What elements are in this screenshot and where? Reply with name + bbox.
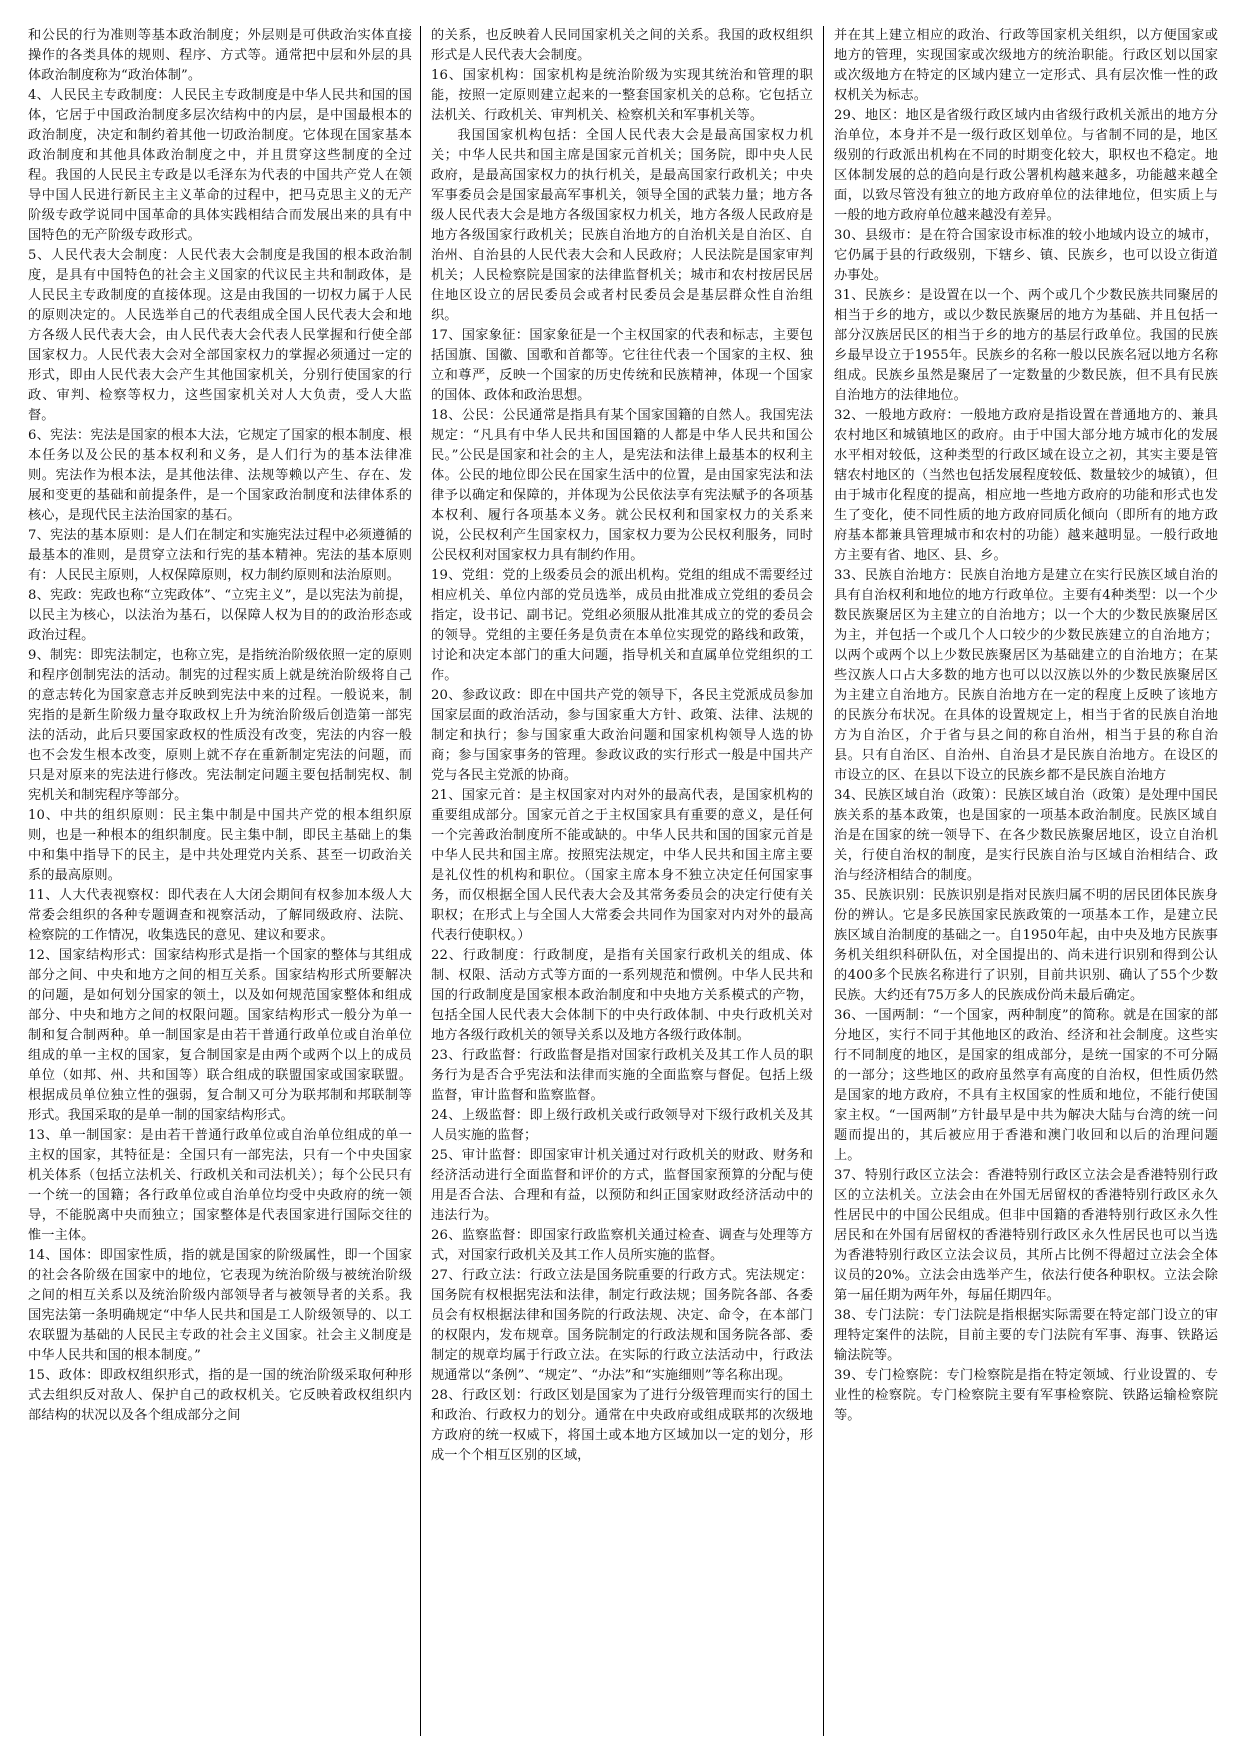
paragraph: 39、专门检察院：专门检察院是指在特定领域、行业设置的、专业性的检察院。专门检察院主要有军事检察院、铁路运输检察院等。 <box>834 1368 1218 1423</box>
paragraph: 10、中共的组织原则：民主集中制是中国共产党的根本组织原则，也是一种根本的组织制度。民主集中制，即民主基础上的集中和集中指导下的民主，是中共处理党内关系、甚至一切政治关系的最高原则。 <box>28 808 412 883</box>
text-column-middle <box>420 26 824 1736</box>
paragraph: 22、行政制度：行政制度，是指有关国家行政机关的组成、体制、权限、活动方式等方面的一系列规范和惯例。中华人民共和国的行政制度是国家根本政治制度和中央地方关系模式的产物，包括全国人民代表大会体制下的中央行政体制、中央行政机关对地方各级行政机关的领导关系以及地方各级行政体制。 <box>431 948 813 1043</box>
paragraph: 14、国体：即国家性质，指的就是国家的阶级属性，即一个国家的社会各阶级在国家中的地位，它表现为统治阶级与被统治阶级之间的相互关系以及统治阶级内部领导者与被领导者的关系。我国宪法第一条明确规定“中华人民共和国是工人阶级领导的、以工农联盟为基础的人民民主专政的社会主义国家。社会主义制度是中华人民共和国的根本制度。” <box>28 1248 412 1363</box>
text-column-right <box>824 26 1218 1736</box>
paragraph: 我国国家机构包括：全国人民代表大会是最高国家权力机关；中华人民共和国主席是国家元首机关；国务院，即中央人民政府，是最高国家权力的执行机关，是最高国家行政机关；中央军事委员会是国家最高军事机关，领导全国的武装力量；地方各级人民代表大会是地方各级国家权力机关，地方各级人民政府是地方各级国家行政机关；民族自治地方的自治机关是自治区、自治州、自治县的人民代表大会和人民政府；人民法院是国家审判机关；人民检察院是国家的法律监督机关；城市和农村按居民居住地区设立的居民委员会或者村民委员会是基层群众性自治组织。 <box>431 128 813 323</box>
paragraph: 25、审计监督：即国家审计机关通过对行政机关的财政、财务和经济活动进行全面监督和评价的方式，监督国家预算的分配与使用是否合法、合理和有益，以预防和纠正国家财政经济活动中的违法行为。 <box>431 1148 813 1223</box>
paragraph: 31、民族乡：是设置在以一个、两个或几个少数民族共同聚居的相当于乡的地方，或以少数民族聚居的地方为基础、并且包括一部分汉族居民区的相当于乡的地方的基层行政单位。我国的民族乡最早设立于1955年。民族乡的名称一般以民族名冠以地方名称组成。民族乡虽然是聚居了一定数量的少数民族，但不具有民族自治地方的法律地位。 <box>834 288 1218 403</box>
paragraph: 12、国家结构形式：国家结构形式是指一个国家的整体与其组成部分之间、中央和地方之间的相互关系。国家结构形式所要解决的问题，是如何划分国家的领土，以及如何规范国家整体和组成部分、中央和地方之间的权限问题。国家结构形式一般分为单一制和复合制两种。单一制国家是由若干普通行政单位或自治单位组成的单一主权的国家，复合制国家是由两个或两个以上的成员单位（如邦、州、共和国等）联合组成的联盟国家或国家联盟。根据成员单位独立性的强弱，复合制又可分为联邦制和邦联制等形式。我国采取的是单一制的国家结构形式。 <box>28 948 412 1123</box>
paragraph: 34、民族区域自治（政策）：民族区域自治（政策）是处理中国民族关系的基本政策，也是国家的一项基本政治制度。民族区域自治是在国家的统一领导下、在各少数民族聚居地区，设立自治机关，行使自治权的制度，是实行民族自治与区域自治相结合、政治与经济相结合的制度。 <box>834 788 1218 883</box>
text-column-left <box>28 26 420 1736</box>
paragraph: 32、一般地方政府：一般地方政府是指设置在普通地方的、兼具农村地区和城镇地区的政府。由于中国大部分地方城市化的发展水平相对较低，这种类型的行政区域在设立之初，其实主要是管辖农村地区的（当然也包括发展程度较低、数量较少的城镇），但由于城市化程度的提高，相应地一些地方政府的功能和形式也发生了变化，使不同性质的地方政府同质化倾向（即所有的地方政府基本都兼具管理城市和农村的功能）越来越明显。一般行政地方主要有省、地区、县、乡。 <box>834 408 1218 563</box>
paragraph: 9、制宪：即宪法制定，也称立宪，是指统治阶级依照一定的原则和程序创制宪法的活动。制宪的过程实质上就是统治阶级将自己的意志转化为国家意志并反映到宪法中来的过程。一般说来，制宪指的是新生阶级力量夺取政权上升为统治阶级后创造第一部宪法的活动，此后只要国家政权的性质没有改变，宪法的内容一般也不会发生根本改变，原则上就不存在重新制定宪法的问题，而只是对原来的宪法进行修改。宪法制定问题主要包括制宪权、制宪机关和制宪程序等部分。 <box>28 648 412 803</box>
paragraph: 38、专门法院：专门法院是指根据实际需要在特定部门设立的审理特定案件的法院，目前主要的专门法院有军事、海事、铁路运输法院等。 <box>834 1308 1218 1363</box>
paragraph: 33、民族自治地方：民族自治地方是建立在实行民族区域自治的具有自治权利和地位的地方行政单位。主要有4种类型：以一个少数民族聚居区为主建立的自治地方；以一个大的少数民族聚居区为主，并包括一个或几个人口较少的少数民族建立的自治地方；以两个或两个以上少数民族聚居区为基础建立的自治地方；在某些汉族人口占大多数的地方也可以以汉族以外的少数民族聚居区为主建立自治地方。民族自治地方在一定的程度上反映了该地方的民族分布状况。在具体的设置规定上，相当于省的民族自治地方为自治区，介于省与县之间的称自治州，相当于县的称自治县。只有自治区、自治州、自治县才是民族自治地方。在设区的市设立的区、在县以下设立的民族乡都不是民族自治地方 <box>834 568 1218 783</box>
paragraph: 的关系，也反映着人民同国家机关之间的关系。我国的政权组织形式是人民代表大会制度。 <box>431 28 813 63</box>
paragraph: 18、公民：公民通常是指具有某个国家国籍的自然人。我国宪法规定：“凡具有中华人民共和国国籍的人都是中华人民共和国公民。”公民是国家和社会的主人，是宪法和法律上最基本的权利主体。公民的地位即公民在国家生活中的位置，是由国家宪法和法律予以确定和保障的，并体现为公民依法享有宪法赋予的各项基本权利、履行各项基本义务。就公民权利和国家权力的关系来说，公民权利产生国家权力，国家权力要为公民权利服务，同时公民权利对国家权力具有制约作用。 <box>431 408 813 563</box>
paragraph: 11、人大代表视察权：即代表在人大闭会期间有权参加本级人大常委会组织的各种专题调查和视察活动，了解同级政府、法院、检察院的工作情况，收集选民的意见、建议和要求。 <box>28 888 412 943</box>
paragraph: 23、行政监督：行政监督是指对国家行政机关及其工作人员的职务行为是否合乎宪法和法律而实施的全面监察与督促。包括上级监督，审计监督和监察监督。 <box>431 1048 813 1103</box>
paragraph: 16、国家机构：国家机构是统治阶级为实现其统治和管理的职能，按照一定原则建立起来的一整套国家机关的总称。它包括立法机关、行政机关、审判机关、检察机关和军事机关等。 <box>431 68 813 123</box>
paragraph: 24、上级监督：即上级行政机关或行政领导对下级行政机关及其人员实施的监督； <box>431 1108 813 1143</box>
paragraph: 26、监察监督：即国家行政监察机关通过检查、调查与处理等方式，对国家行政机关及其工作人员所实施的监督。 <box>431 1228 813 1263</box>
paragraph: 8、宪政：宪政也称“立宪政体”、“立宪主义”，是以宪法为前提，以民主为核心，以法治为基石，以保障人权为目的的政治形态或政治过程。 <box>28 588 412 643</box>
paragraph: 13、单一制国家：是由若干普通行政单位或自治单位组成的单一主权的国家，其特征是：全国只有一部宪法，只有一个中央国家机关体系（包括立法机关、行政机关和司法机关）；每个公民只有一个统一的国籍；各行政单位或自治单位均受中央政府的统一领导，不能脱离中央而独立；国家整体是代表国家进行国际交往的惟一主体。 <box>28 1128 412 1243</box>
paragraph: 35、民族识别：民族识别是指对民族归属不明的居民团体民族身份的辨认。它是多民族国家民族政策的一项基本工作，是建立民族区域自治制度的基础之一。自1950年起，由中央及地方民族事务机关组织科研队伍，对全国提出的、尚未进行识别和得到公认的400多个民族名称进行了识别，目前共识别、确认了55个少数民族。大约还有75万多人的民族成份尚未最后确定。 <box>834 888 1218 1003</box>
document-page <box>28 26 1218 1736</box>
paragraph: 6、宪法：宪法是国家的根本大法，它规定了国家的根本制度、根本任务以及公民的基本权利和义务，是人们行为的基本法律准则。宪法作为根本法，是其他法律、法规等赖以产生、存在、发展和变更的基础和前提条件，是一个国家政治制度和法律体系的核心，是现代民主法治国家的基石。 <box>28 428 412 523</box>
paragraph: 30、县级市：是在符合国家设市标准的较小地域内设立的城市，它仍属于县的行政级别，下辖乡、镇、民族乡，也可以设立街道办事处。 <box>834 228 1218 283</box>
paragraph: 27、行政立法：行政立法是国务院重要的行政方式。宪法规定：国务院有权根据宪法和法律，制定行政法规；国务院各部、各委员会有权根据法律和国务院的行政法规、决定、命令，在本部门的权限内，发布规章。国务院制定的行政法规和国务院各部、委制定的规章均属于行政立法。在实际的行政立法活动中，行政法规通常以“条例”、“规定”、“办法”和“实施细则”等名称出现。 <box>431 1268 813 1383</box>
paragraph: 并在其上建立相应的政治、行政等国家机关组织，以方便国家或地方的管理，实现国家或次级地方的统治职能。行政区划以国家或次级地方在特定的区域内建立一定形式、具有层次惟一性的政权机关为标志。 <box>834 28 1218 103</box>
paragraph: 21、国家元首：是主权国家对内对外的最高代表，是国家机构的重要组成部分。国家元首之于主权国家具有重要的意义，是任何一个完善政治制度所不能或缺的。中华人民共和国的国家元首是中华人民共和国主席。按照宪法规定，中华人民共和国主席主要是礼仪性的机构和职位。（国家主席本身不独立决定任何国家事务，而仅根据全国人民代表大会及其常务委员会的决定行使有关职权；在形式上与全国人大常委会共同作为国家对内对外的最高代表行使职权。） <box>431 788 813 943</box>
paragraph: 19、党组：党的上级委员会的派出机构。党组的组成不需要经过相应机关、单位内部的党员选举，成员由批准成立党组的委员会指定，设书记、副书记。党组必须服从批准其成立的党的委员会的领导。党组的主要任务是负责在本单位实现党的路线和政策，讨论和决定本部门的重大问题，指导机关和直属单位党组织的工作。 <box>431 568 813 683</box>
paragraph: 7、宪法的基本原则：是人们在制定和实施宪法过程中必须遵循的最基本的准则，是贯穿立法和行宪的基本精神。宪法的基本原则有：人民民主原则，人权保障原则，权力制约原则和法治原则。 <box>28 528 412 583</box>
paragraph: 37、特别行政区立法会：香港特别行政区立法会是香港特别行政区的立法机关。立法会由在外国无居留权的香港特别行政区永久性居民中的中国公民组成。但非中国籍的香港特别行政区永久性居民和在外国有居留权的香港特别行政区永久性居民也可以当选为香港特别行政区立法会议员，其所占比例不得超过立法会全体议员的20%。立法会由选举产生，依法行使各种职权。立法会除第一届任期为两年外，每届任期四年。 <box>834 1168 1218 1303</box>
paragraph: 17、国家象征：国家象征是一个主权国家的代表和标志，主要包括国旗、国徽、国歌和首都等。它往往代表一个国家的主权、独立和尊严，反映一个国家的历史传统和民族精神，体现一个国家的国体、政体和政治思想。 <box>431 328 813 403</box>
paragraph: 和公民的行为准则等基本政治制度；外层则是可供政治实体直接操作的各类具体的规则、程序、方式等。通常把中层和外层的具体政治制度称为“政治体制”。 <box>28 28 412 83</box>
paragraph: 36、一国两制：“一个国家，两种制度”的简称。就是在国家的部分地区，实行不同于其他地区的政治、经济和社会制度。这些实行不同制度的地区，是国家的组成部分，是统一国家的不可分隔的一部分；这些地区的政府虽然享有高度的自治权，但性质仍然是国家的地方政府，不具有主权国家的性质和地位，不能行使国家主权。“一国两制”方针最早是中共为解决大陆与台湾的统一问题而提出的，其后被应用于香港和澳门收回和以后的治理问题上。 <box>834 1008 1218 1163</box>
paragraph: 5、人民代表大会制度：人民代表大会制度是我国的根本政治制度，是具有中国特色的社会主义国家的代议民主共和制政体，是人民民主专政制度的直接体现。这是由我国的一切权力属于人民的原则决定的。人民选举自己的代表组成全国人民代表大会和地方各级人民代表大会，由人民代表大会代表人民掌握和行使全部国家权力。人民代表大会对全部国家权力的掌握必须通过一定的形式，即由人民代表大会产生其他国家机关，分别行使国家的行政、审判、检察等权力，这些国家机关对人大负责，受人大监督。 <box>28 248 412 423</box>
paragraph: 28、行政区划：行政区划是国家为了进行分级管理而实行的国土和政治、行政权力的划分。通常在中央政府或组成联邦的次级地方政府的统一权威下，将国土或本地方区域加以一定的划分，形成一个个相互区别的区域， <box>431 1388 813 1463</box>
paragraph: 15、政体：即政权组织形式，指的是一国的统治阶级采取何种形式去组织反对敌人、保护自己的政权机关。它反映着政权组织内部结构的状况以及各个组成部分之间 <box>28 1368 412 1423</box>
paragraph: 4、人民民主专政制度：人民民主专政制度是中华人民共和国的国体，它居于中国政治制度多层次结构中的内层，是中国最根本的政治制度，决定和制约着其他一切政治制度。它体现在国家基本政治制度和其他具体政治制度之中，并且贯穿这些制度的全过程。我国的人民民主专政是以毛泽东为代表的中国共产党人在领导中国人民进行新民主主义革命的过程中，把马克思主义的无产阶级专政学说同中国革命的具体实践相结合而发展出来的具有中国特色的无产阶级专政形式。 <box>28 88 412 243</box>
paragraph: 29、地区：地区是省级行政区域内由省级行政机关派出的地方分治单位，本身并不是一级行政区划单位。与省制不同的是，地区级别的行政派出机构在不同的时期变化较大，职权也不稳定。地区体制发展的总的趋向是行政公署机构越来越多，功能越来越全面，以致尽管没有独立的地方政府单位的法律地位，但实质上与一般的地方政府单位越来越没有差异。 <box>834 108 1218 223</box>
paragraph: 20、参政议政：即在中国共产党的领导下，各民主党派成员参加国家层面的政治活动，参与国家重大方针、政策、法律、法规的制定和执行；参与国家重大政治问题和国家机构领导人选的协商；参与国家事务的管理。参政议政的实行形式一般是中国共产党与各民主党派的协商。 <box>431 688 813 783</box>
